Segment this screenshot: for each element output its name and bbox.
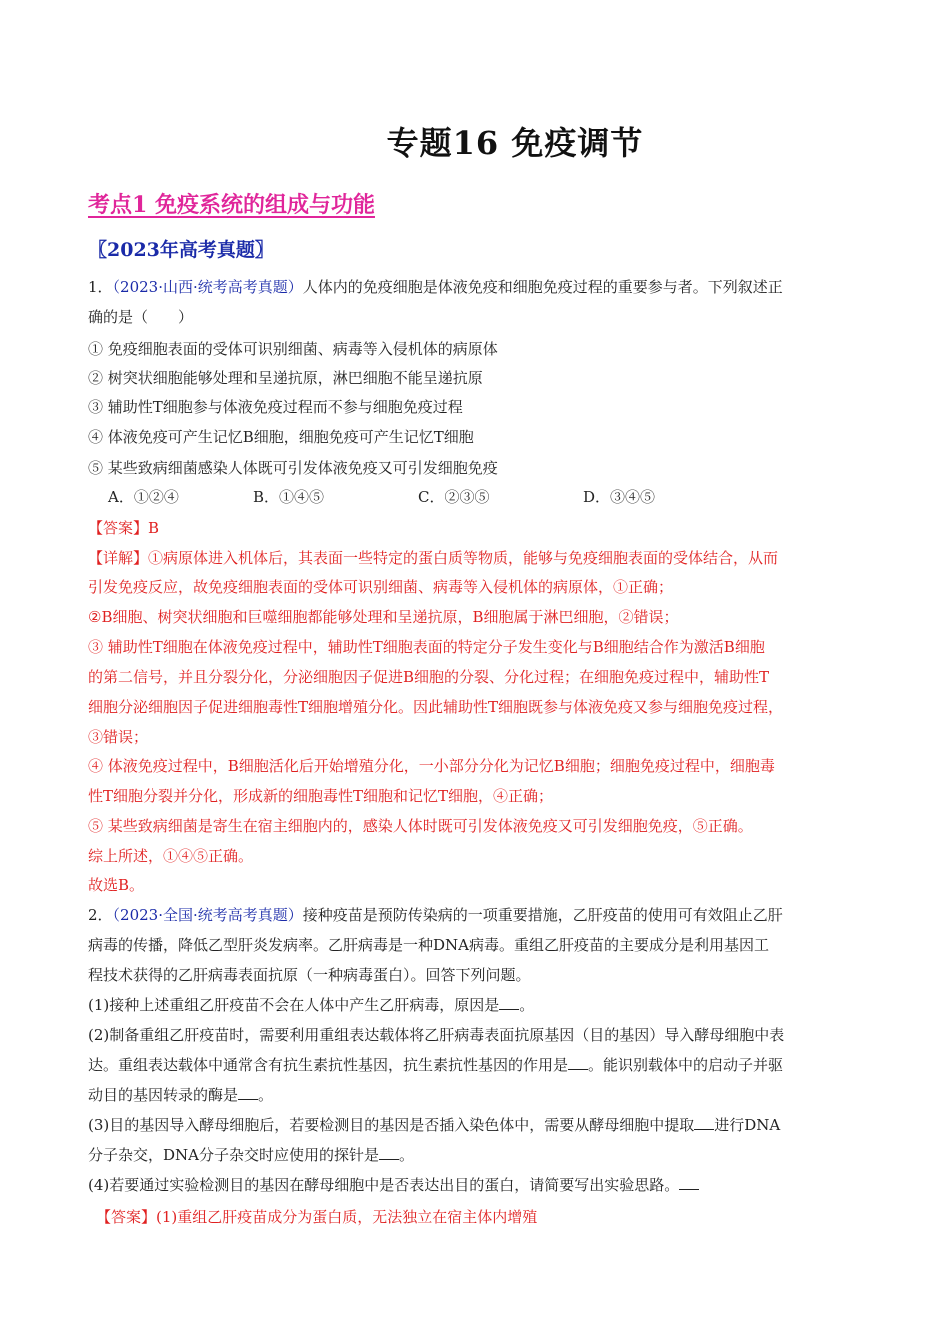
q1-explanation-line: 故选B。 [88, 876, 145, 894]
q1-explanation-line: 【详解】①病原体进入机体后，其表面一些特定的蛋白质等物质，能够与免疫细胞表面的受体结合，从而 [88, 549, 779, 567]
answer-blank [679, 1175, 699, 1190]
q1-option-c: C．②③⑤ [418, 488, 490, 506]
q2-part-3-line-1: (3)目的基因导入酵母细胞后，若要检测目的基因是否插入染色体中，需要从酵母细胞中提取 进行DNA [88, 1116, 781, 1134]
q1-explanation-line: ③错误； [88, 728, 149, 746]
q1-explanation-line: 性T细胞分裂并分化，形成新的细胞毒性T细胞和记忆T细胞，④正确； [88, 787, 554, 805]
q1-stem-line-1 [88, 277, 868, 297]
q1-stem-line-2: 确的是（ ） [88, 308, 194, 326]
page-title: 专题16 免疫调节 [386, 124, 644, 162]
q1-explanation-line: 的第二信号，并且分裂分化，分泌细胞因子促进B细胞的分裂、分化过程；在细胞免疫过程中，辅助性T [88, 668, 770, 686]
q1-explanation-line: ②B细胞、树突状细胞和巨噬细胞都能够处理和呈递抗原，B细胞属于淋巴细胞，②错误； [88, 608, 679, 626]
q2-part-4: (4)若要通过实验检测目的基因在酵母细胞中是否表达出目的蛋白，请简要写出实验思路。 [88, 1175, 868, 1195]
q1-option-a: A．①②④ [108, 488, 179, 506]
q1-number: 1． [88, 278, 113, 296]
q1-statement: ① 免疫细胞表面的受体可识别细菌、病毒等入侵机体的病原体 [88, 340, 498, 358]
q2-number: 2． [88, 906, 113, 924]
q1-statement: ⑤ 某些致病细菌感染人体既可引发体液免疫又可引发细胞免疫 [88, 459, 498, 477]
q1-explanation-line: 综上所述，①④⑤正确。 [88, 847, 254, 865]
answer-blank [238, 1085, 258, 1100]
q1-explanation-line: ⑤ 某些致病细菌是寄生在宿主细胞内的，感染人体时既可引发体液免疫又可引发细胞免疫，⑤正确。 [88, 817, 753, 835]
q1-explanation-line: ③ 辅助性T细胞在体液免疫过程中，辅助性T细胞表面的特定分子发生变化与B细胞结合作为激活B细胞 [88, 638, 765, 656]
q2-answer: 【答案】(1)重组乙肝疫苗成分为蛋白质，无法独立在宿主体内增殖 [96, 1208, 538, 1226]
q1-explanation-line: 引发免疫反应，故免疫细胞表面的受体可识别细菌、病毒等入侵机体的病原体，①正确； [88, 578, 674, 596]
q1-statement: ② 树突状细胞能够处理和呈递抗原，淋巴细胞不能呈递抗原 [88, 369, 483, 387]
q2-stem-line-3: 程技术获得的乙肝病毒表面抗原（一种病毒蛋白）。回答下列问题。 [88, 966, 531, 984]
answer-blank [379, 1145, 399, 1160]
q2-part-2-line-3: 动目的基因转录的酶是 。 [88, 1086, 274, 1104]
q2-stem-line-2: 病毒的传播，降低乙型肝炎发病率。乙肝病毒是一种DNA病毒。重组乙肝疫苗的主要成分是利用基因工 [88, 936, 769, 954]
q2-stem-text: 接种疫苗是预防传染病的一项重要措施，乙肝疫苗的使用可有效阻止乙肝 [302, 906, 783, 924]
q2-part-2-line-2: 达。重组表达载体中通常含有抗生素抗性基因，抗生素抗性基因的作用是 。能识别载体中的启动子并驱 [88, 1056, 784, 1074]
q2-part-2-line-1: (2)制备重组乙肝疫苗时，需要利用重组表达载体将乙肝病毒表面抗原基因（目的基因）导入酵母细胞中表 [88, 1026, 785, 1044]
q2-stem-line-1 [88, 905, 868, 925]
answer-blank [568, 1055, 588, 1070]
answer-blank [499, 995, 519, 1010]
answer-blank [694, 1115, 714, 1130]
q1-source: （2023·山西·统考高考真题） [112, 278, 303, 296]
q2-part-1: (1)接种上述重组乙肝疫苗不会在人体中产生乙肝病毒，原因是 。 [88, 996, 535, 1014]
q1-statement: ④ 体液免疫可产生记忆B细胞，细胞免疫可产生记忆T细胞 [88, 428, 474, 446]
q1-statement: ③ 辅助性T细胞参与体液免疫过程而不参与细胞免疫过程 [88, 398, 463, 416]
q2-part-3-line-2: 分子杂交，DNA分子杂交时应使用的探针是 。 [88, 1146, 415, 1164]
q1-answer: 【答案】B [88, 519, 160, 537]
topic-heading: 考点1 免疫系统的组成与功能 [88, 192, 375, 218]
q1-explanation-line: 细胞分泌细胞因子促进细胞毒性T细胞增殖分化。因此辅助性T细胞既参与体液免疫又参与细胞免疫过程， [88, 698, 784, 716]
q1-explanation-line: ④ 体液免疫过程中，B细胞活化后开始增殖分化，一小部分分化为记忆B细胞；细胞免疫过程中，细胞毒 [88, 757, 775, 775]
q1-option-d: D．③④⑤ [583, 488, 656, 506]
q2-source: （2023·全国·统考高考真题） [112, 906, 303, 924]
section-heading: 〖2023年高考真题〗 [88, 239, 274, 261]
q1-stem-text: 人体内的免疫细胞是体液免疫和细胞免疫过程的重要参与者。下列叙述正 [302, 278, 783, 296]
q1-option-b: B．①④⑤ [253, 488, 325, 506]
